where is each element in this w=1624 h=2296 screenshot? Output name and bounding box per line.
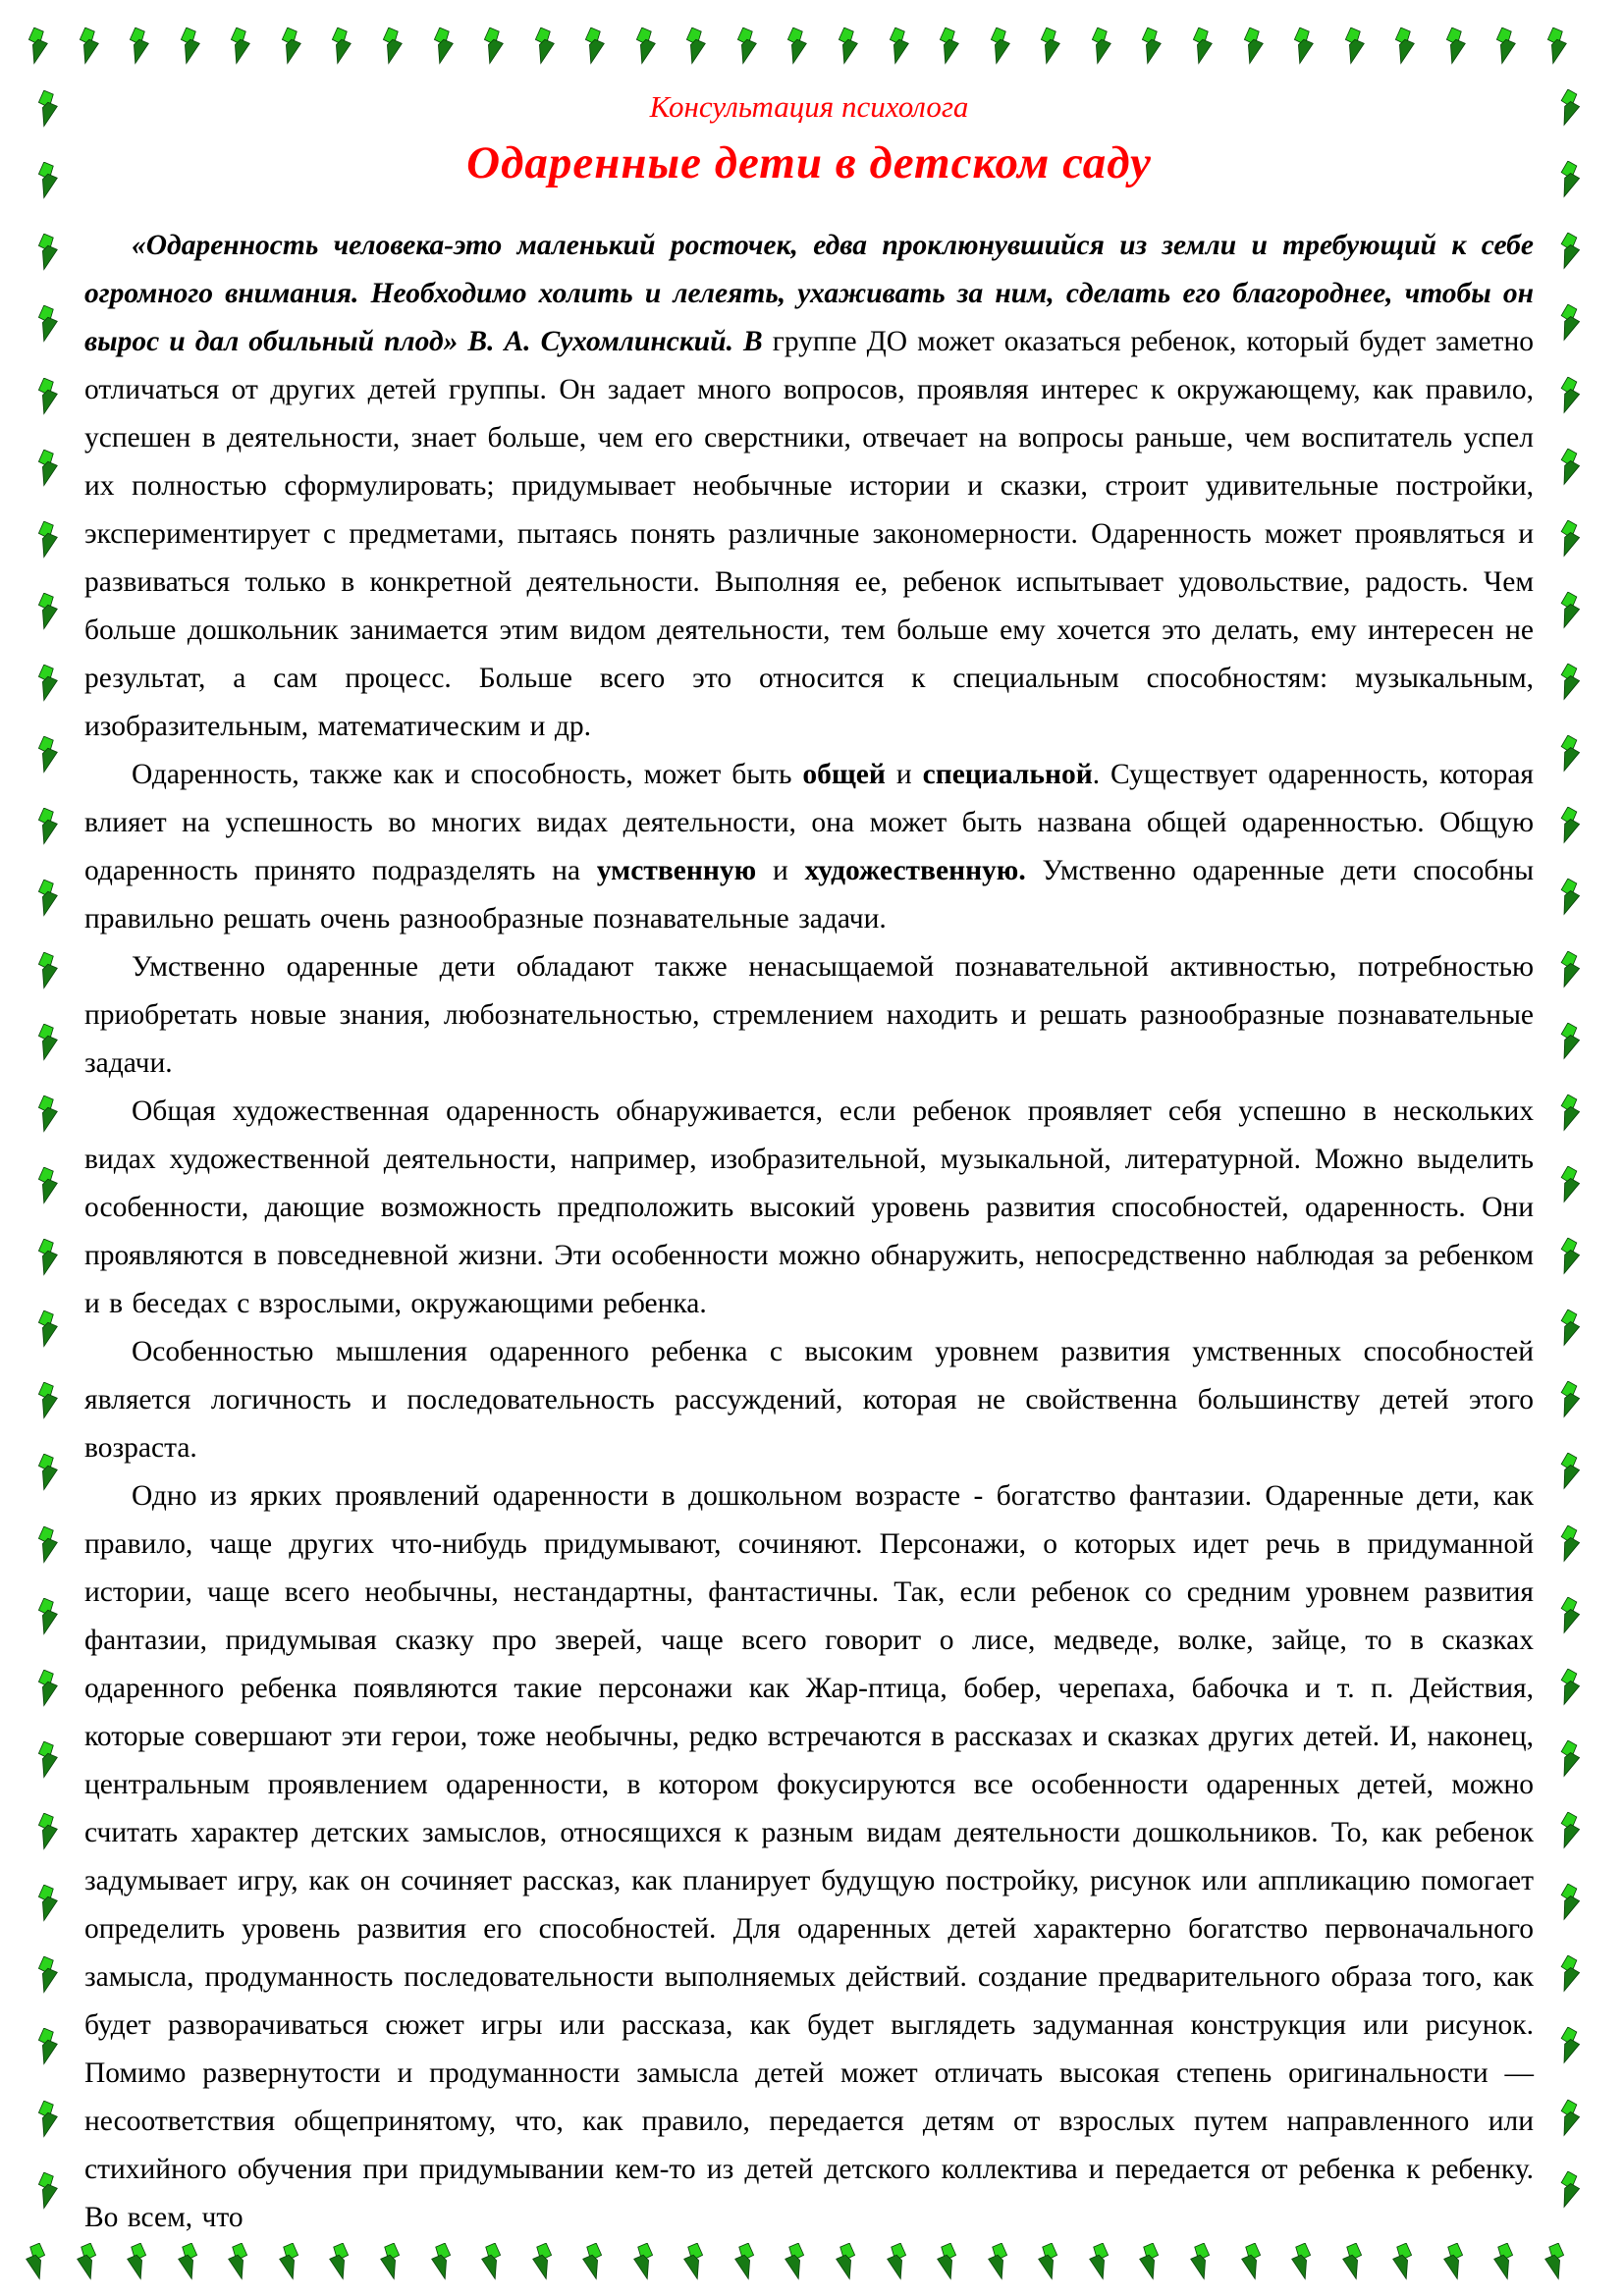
text-segment: . Существует одаренность, которая влияет на успешность во многих видах деятельности, она может быть названа общей одаренностью. Общую одаренность принято подразделять на [84, 759, 1534, 886]
ribbon-arrow-icon [580, 2243, 607, 2280]
ribbon-arrow-icon [33, 1310, 77, 1348]
decorative-border-left [33, 90, 77, 2210]
ribbon-arrow-icon [1087, 2243, 1113, 2280]
paragraph [84, 222, 1534, 751]
ribbon-arrow-icon [1553, 447, 1600, 488]
ribbon-arrow-icon [479, 27, 506, 65]
ribbon-arrow-icon [1289, 27, 1316, 65]
document-subtitle: Консультация психолога [649, 89, 969, 124]
ribbon-arrow-icon [24, 2243, 50, 2280]
text-segment: и [885, 759, 923, 790]
ribbon-arrow-icon [33, 1741, 77, 1779]
ribbon-arrow-icon [1543, 27, 1569, 65]
ribbon-arrow-icon [33, 1095, 77, 1133]
ribbon-arrow-icon [33, 2101, 77, 2138]
ribbon-arrow-icon [327, 27, 353, 65]
ribbon-arrow-icon [986, 27, 1012, 65]
text-segment: художественную. [804, 855, 1026, 886]
ribbon-arrow-icon [1553, 2098, 1600, 2139]
ribbon-arrow-icon [33, 162, 77, 199]
ribbon-arrow-icon [1553, 1523, 1600, 1565]
text-segment: Умственно одаренные дети обладают также ненасыщаемой познавательной активностью, потребностью приобретать новые знания, любознательностью, стремлением находить и решать разнообразные познавательные задачи. [84, 951, 1534, 1079]
page-title: Одаренные дети в детском саду [466, 137, 1152, 188]
ribbon-arrow-icon [1553, 1308, 1600, 1350]
ribbon-arrow-icon [429, 2243, 456, 2280]
text-segment: специальной [922, 759, 1093, 790]
ribbon-arrow-icon [1553, 1811, 1600, 1852]
ribbon-arrow-icon [834, 27, 860, 65]
ribbon-arrow-icon [1239, 2243, 1266, 2280]
ribbon-arrow-icon [681, 27, 708, 65]
ribbon-arrow-icon [176, 27, 202, 65]
ribbon-arrow-icon [33, 234, 77, 271]
ribbon-arrow-icon [1340, 27, 1367, 65]
ribbon-arrow-icon [429, 27, 456, 65]
ribbon-arrow-icon [1553, 160, 1600, 201]
ribbon-arrow-icon [631, 27, 658, 65]
ribbon-arrow-icon [378, 2243, 405, 2280]
ribbon-arrow-icon [1543, 2243, 1569, 2280]
ribbon-arrow-icon [327, 2243, 353, 2280]
ribbon-arrow-icon [1036, 27, 1062, 65]
ribbon-arrow-icon [1553, 734, 1600, 775]
text-segment: Одаренность, также как и способность, может быть [132, 759, 803, 790]
ribbon-arrow-icon [33, 450, 77, 487]
ribbon-arrow-icon [33, 2172, 77, 2210]
ribbon-arrow-icon [378, 27, 405, 65]
ribbon-arrow-icon [935, 2243, 961, 2280]
ribbon-arrow-icon [986, 2243, 1012, 2280]
ribbon-arrow-icon [1553, 1237, 1600, 1278]
ribbon-arrow-icon [1553, 1094, 1600, 1135]
ribbon-arrow-icon [33, 1885, 77, 1922]
ribbon-arrow-icon [125, 27, 151, 65]
ribbon-arrow-icon [1137, 2243, 1164, 2280]
ribbon-arrow-icon [1553, 303, 1600, 345]
text-segment: общей [802, 759, 886, 790]
ribbon-arrow-icon [1340, 2243, 1367, 2280]
text-segment: Общая художественная одаренность обнаруживается, если ребенок проявляет себя успешно в нескольких видах художественной деятельности, например, изобразительной, музыкальной, литературной. Можно выделить особенности, дающие возможность предположить высокий уровень развития способностей, одаренность. Они проявляются в повседневной жизни. Эти особенности можно обнаружить, непосредственно наблюдая за ребенком и в беседах с взрослыми, окружающими ребенка. [84, 1095, 1534, 1319]
ribbon-arrow-icon [631, 2243, 658, 2280]
ribbon-arrow-icon [479, 2243, 506, 2280]
ribbon-arrow-icon [226, 2243, 252, 2280]
ribbon-arrow-icon [226, 27, 252, 65]
ribbon-arrow-icon [33, 1956, 77, 1994]
ribbon-arrow-icon [1553, 591, 1600, 632]
paragraph [84, 751, 1534, 943]
ribbon-arrow-icon [935, 27, 961, 65]
ribbon-arrow-icon [1553, 1954, 1600, 1996]
ribbon-arrow-icon [1137, 27, 1164, 65]
ribbon-arrow-icon [33, 1526, 77, 1564]
decorative-border-top [24, 27, 1569, 80]
ribbon-arrow-icon [24, 27, 50, 65]
ribbon-arrow-icon [1553, 1452, 1600, 1493]
ribbon-arrow-icon [33, 90, 77, 128]
ribbon-arrow-icon [33, 736, 77, 774]
paragraph [84, 1472, 1534, 2242]
ribbon-arrow-icon [1553, 949, 1600, 990]
ribbon-arrow-icon [530, 2243, 557, 2280]
ribbon-arrow-icon [1553, 2169, 1600, 2211]
ribbon-arrow-icon [1239, 27, 1266, 65]
ribbon-arrow-icon [1188, 27, 1215, 65]
ribbon-arrow-icon [33, 1813, 77, 1850]
ribbon-arrow-icon [33, 1598, 77, 1635]
ribbon-arrow-icon [1553, 519, 1600, 561]
ribbon-arrow-icon [1390, 27, 1417, 65]
ribbon-arrow-icon [1036, 2243, 1062, 2280]
paragraph [84, 1088, 1534, 1328]
ribbon-arrow-icon [125, 2243, 151, 2280]
ribbon-arrow-icon [33, 1670, 77, 1707]
text-segment: Умственно одаренные дети способны правильно решать очень разнообразные познавательные задачи. [84, 855, 1535, 934]
ribbon-arrow-icon [1553, 88, 1600, 130]
ribbon-arrow-icon [681, 2243, 708, 2280]
ribbon-arrow-icon [1553, 1883, 1600, 1924]
ribbon-arrow-icon [33, 1167, 77, 1204]
text-segment: группе ДО может оказаться ребенок, который будет заметно отличаться от других детей группы. Он задает много вопросов, проявляя интерес к окружающему, как правило, успешен в деятельности, знает больше, чем его сверстники, отвечает на вопросы раньше, чем воспитатель успел их полностью сформулировать; придумывает необычные истории и сказки, строит удивительные постройки, экспериментирует с предметами, пытаясь понять различные закономерности. Одаренность может проявляться и развиваться только в конкретной деятельности. Выполняя ее, ребенок испытывает удовольствие, радость. Чем больше дошкольник занимается этим видом деятельности, тем больше ему хочется это делать, ему интересен не результат, а сам процесс. Больше всего это относится к специальным способностям: музыкальным, изобразительным, математическим и др. [84, 326, 1534, 742]
ribbon-arrow-icon [33, 1239, 77, 1276]
ribbon-arrow-icon [1553, 663, 1600, 704]
paragraph [84, 1328, 1534, 1472]
ribbon-arrow-icon [783, 27, 809, 65]
decorative-border-right [1555, 90, 1598, 2210]
ribbon-arrow-icon [1087, 27, 1113, 65]
ribbon-arrow-icon [33, 665, 77, 702]
ribbon-arrow-icon [885, 2243, 911, 2280]
ribbon-arrow-icon [1491, 27, 1518, 65]
ribbon-arrow-icon [33, 1024, 77, 1061]
ribbon-arrow-icon [1289, 2243, 1316, 2280]
ribbon-arrow-icon [530, 27, 557, 65]
ribbon-arrow-icon [1553, 1739, 1600, 1781]
ribbon-arrow-icon [33, 952, 77, 989]
ribbon-arrow-icon [834, 2243, 860, 2280]
ribbon-arrow-icon [1390, 2243, 1417, 2280]
ribbon-arrow-icon [885, 27, 911, 65]
text-segment: Одно из ярких проявлений одаренности в дошкольном возрасте - богатство фантазии. Одаренные дети, как правило, чаще других что-нибудь придумывают, сочиняют. Персонажи, о которых идет речь в придуманной истории, чаще всего необычны, нестандартны, фантастичны. Так, если ребенок со средним уровнем развития фантазии, придумывая сказку про зверей, чаще всего говорит о лисе, медведе, волке, зайце, то в сказках одаренного ребенка появляются такие персонажи как Жар-птица, бобер, черепаха, бабочка и т. п. Действия, которые совершают эти герои, тоже необычны, редко встречаются в рассказах и сказках других детей. И, наконец, центральным проявлением одаренности, в котором фокусируются все особенности одаренных детей, можно считать характер детских замыслов, относящихся к разным видам деятельности дошкольников. То, как ребенок задумывает игру, как он сочиняет рассказ, как планирует будущую постройку, рисунок или аппликацию помогает определить уровень развития его способностей. Для одаренных детей характерно богатство первоначального замысла, продуманность последовательности выполняемых действий. создание предварительного образа того, как будет разворачиваться сюжет игры или рассказа, как будет выглядеть задуманная конструкция или рисунок. Помимо развернутости и продуманности замысла детей может отличать высокая степень оригинальности — несоответствия общепринятому, что, как правило, передается детям от взрослых путем направленного или стихийного обучения при придумывании кем-то из детей детского коллектива и передается от ребенка к ребенку. Во всем, что [84, 1480, 1534, 2233]
ribbon-arrow-icon [277, 2243, 303, 2280]
article-body [84, 222, 1534, 2242]
ribbon-arrow-icon [33, 305, 77, 343]
ribbon-arrow-icon [580, 27, 607, 65]
ribbon-arrow-icon [33, 378, 77, 415]
ribbon-arrow-icon [1553, 1021, 1600, 1062]
ribbon-arrow-icon [732, 2243, 759, 2280]
ribbon-arrow-icon [1553, 232, 1600, 273]
ribbon-arrow-icon [277, 27, 303, 65]
document-content [84, 88, 1534, 2242]
ribbon-arrow-icon [176, 2243, 202, 2280]
ribbon-arrow-icon [1553, 1380, 1600, 1421]
text-segment: Особенностью мышления одаренного ребенка с высоким уровнем развития умственных способностей является логичность и последовательность рассуждений, которая не свойственна большинству детей этого возраста. [84, 1336, 1534, 1464]
ribbon-arrow-icon [1188, 2243, 1215, 2280]
ribbon-arrow-icon [1553, 1165, 1600, 1206]
ribbon-arrow-icon [1553, 1668, 1600, 1709]
ribbon-arrow-icon [33, 2028, 77, 2065]
ribbon-arrow-icon [783, 2243, 809, 2280]
ribbon-arrow-icon [75, 2243, 101, 2280]
ribbon-arrow-icon [33, 1454, 77, 1491]
ribbon-arrow-icon [33, 1382, 77, 1419]
text-segment: умственную [596, 855, 757, 886]
text-segment: и [756, 855, 805, 886]
ribbon-arrow-icon [1553, 1595, 1600, 1636]
ribbon-arrow-icon [1441, 27, 1468, 65]
ribbon-arrow-icon [732, 27, 759, 65]
paragraph [84, 943, 1534, 1088]
ribbon-arrow-icon [1491, 2243, 1518, 2280]
ribbon-arrow-icon [1553, 375, 1600, 416]
ribbon-arrow-icon [33, 880, 77, 917]
ribbon-arrow-icon [33, 593, 77, 630]
ribbon-arrow-icon [1553, 878, 1600, 919]
ribbon-arrow-icon [33, 808, 77, 845]
ribbon-arrow-icon [75, 27, 101, 65]
ribbon-arrow-icon [1553, 806, 1600, 847]
ribbon-arrow-icon [1553, 2026, 1600, 2067]
ribbon-arrow-icon [1441, 2243, 1468, 2280]
ribbon-arrow-icon [33, 521, 77, 559]
text-segment: «Одаренность человека-это маленький росточек, едва проклюнувшийся из земли и требующий к себе огромного внимания. Необходимо холить и лелеять, ухаживать за ним, сделать его благороднее, чтобы он вырос и дал обильный плод» В. А. Сухомлинский. В [84, 230, 1534, 357]
